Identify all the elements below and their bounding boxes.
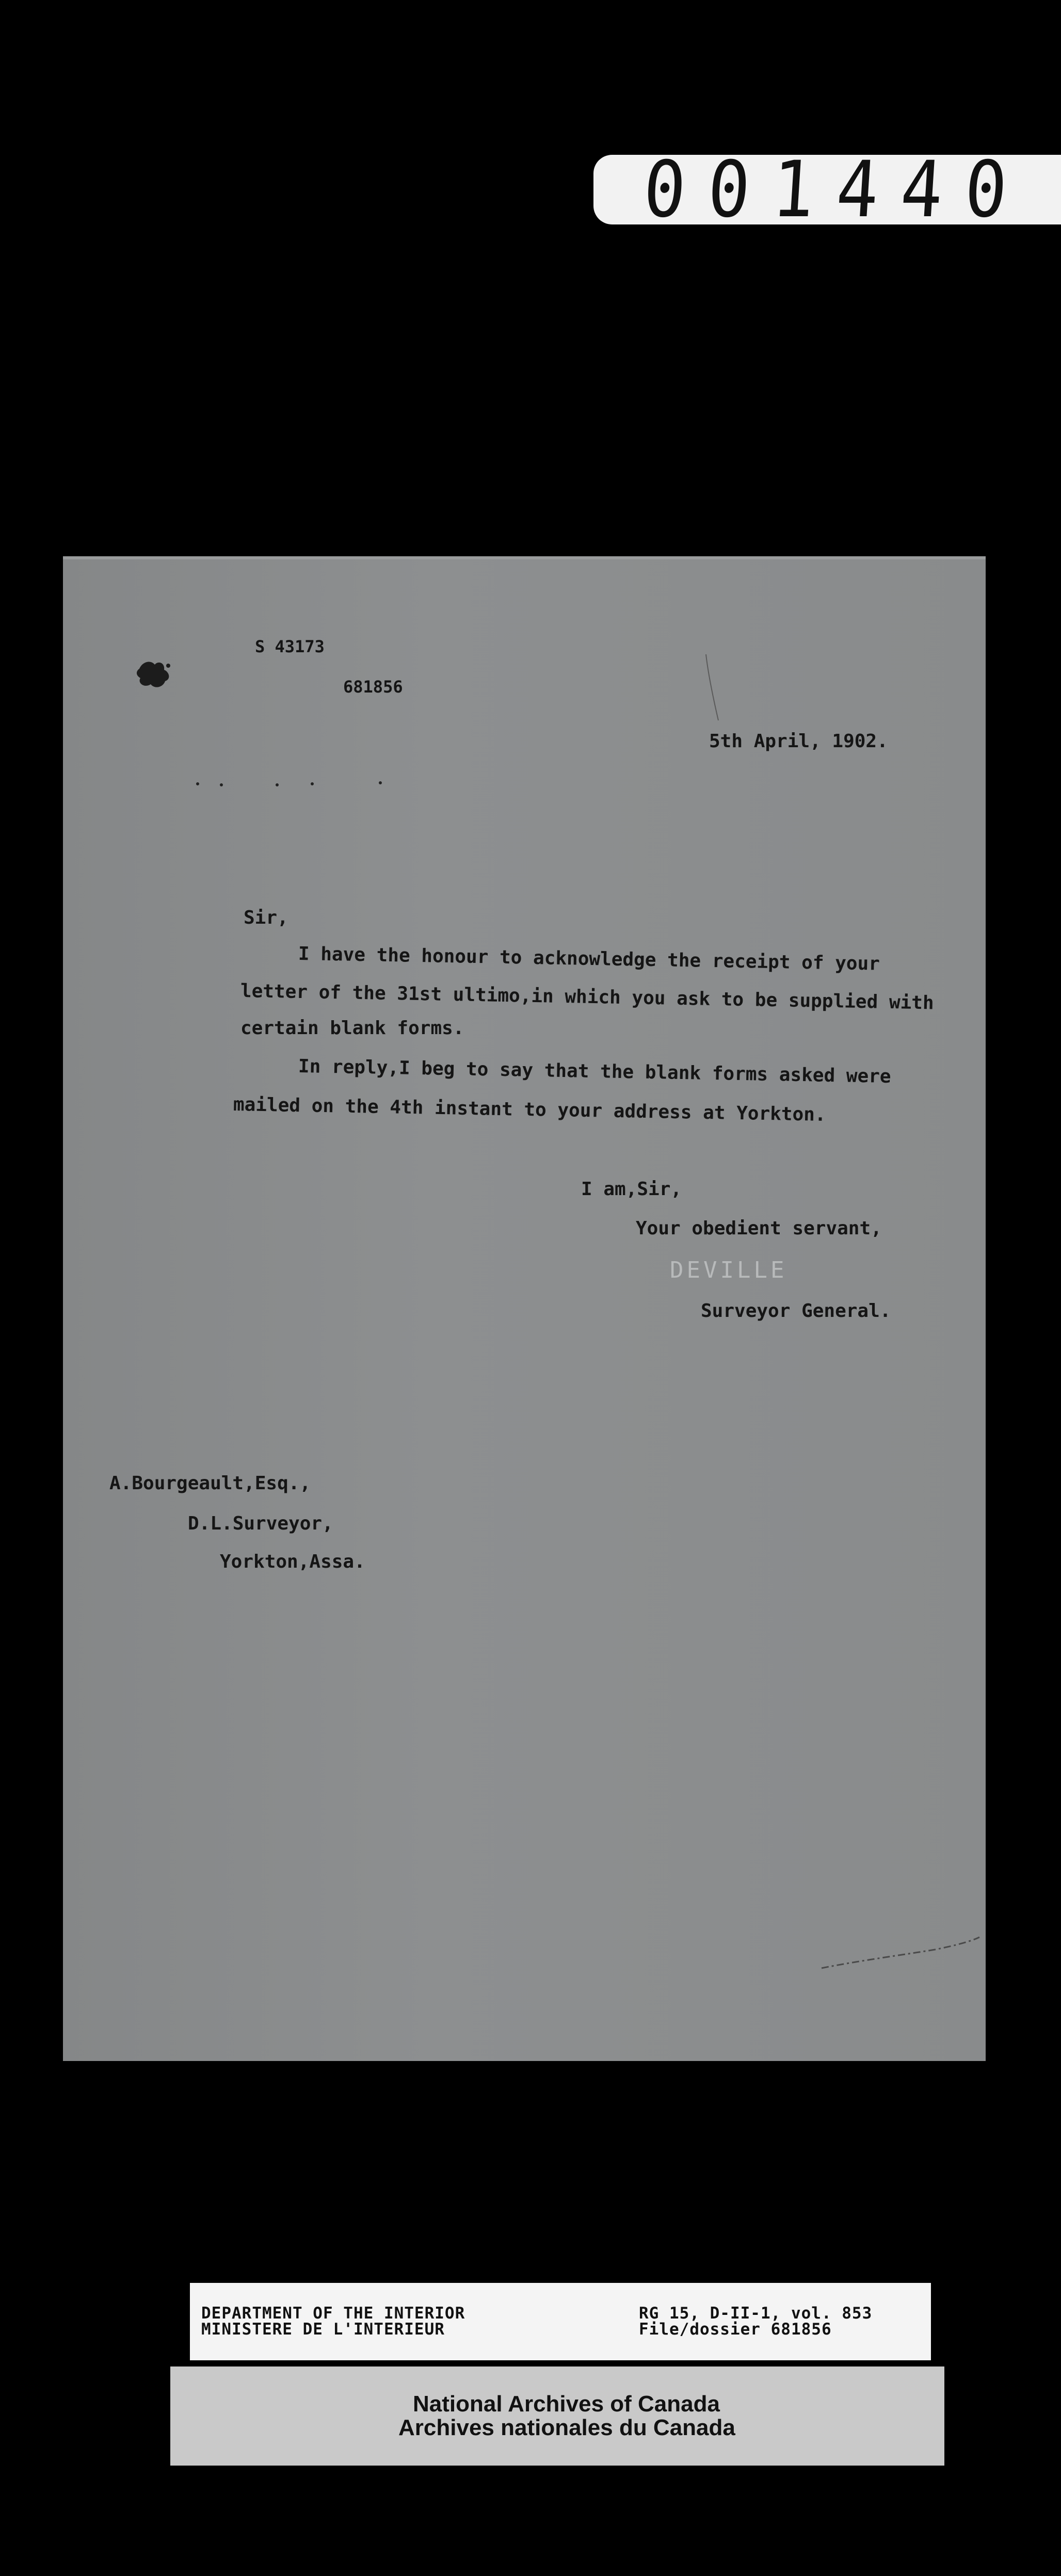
signatory-title: Surveyor General. [701,1300,891,1322]
body-line: In reply,I beg to say that the blank forms asked were [298,1056,891,1088]
body-line: I have the honour to acknowledge the receipt of your [298,943,880,975]
pencil-mark [703,652,724,725]
file-reference: S 43173 [255,637,325,656]
body-line: mailed on the 4th instant to your address at Yorkton. [233,1094,826,1126]
department-fr: MINISTERE DE L'INTERIEUR [201,2320,445,2339]
ink-blot [135,658,172,690]
closing-line: Your obedient servant, [636,1218,882,1239]
signature-stamp: DEVILLE [670,1257,787,1283]
letter-date: 5th April, 1902. [709,731,888,752]
frame-number-label [593,144,1061,235]
series-reference: RG 15, D-II-1, vol. 853 [639,2304,873,2323]
archives-name-en: National Archives of Canada [413,2391,720,2417]
addressee-line: D.L.Surveyor, [188,1513,333,1534]
body-line: letter of the 31st ultimo,in which you ask to be supplied with [240,980,934,1014]
archives-name-fr: Archives nationales du Canada [398,2415,735,2440]
file-reference-label: File/dossier 681856 [639,2320,832,2339]
file-number: 681856 [343,677,403,697]
salutation: Sir, [244,907,288,928]
dot-mark [311,782,314,785]
addressee-line: A.Bourgeault,Esq., [109,1473,311,1494]
dot-mark [220,783,223,786]
pencil-mark [816,1932,982,1973]
body-line: certain blank forms. [240,1018,464,1039]
letter-page [63,556,986,2061]
frame-number: 001440 [641,144,1032,235]
dot-mark [276,783,279,786]
closing-line: I am,Sir, [581,1179,682,1200]
addressee-line: Yorkton,Assa. [220,1551,365,1572]
department-en: DEPARTMENT OF THE INTERIOR [201,2304,465,2323]
dot-mark [379,781,382,784]
record-label [190,2283,931,2360]
archives-label [170,2366,944,2466]
dot-mark [196,782,199,785]
